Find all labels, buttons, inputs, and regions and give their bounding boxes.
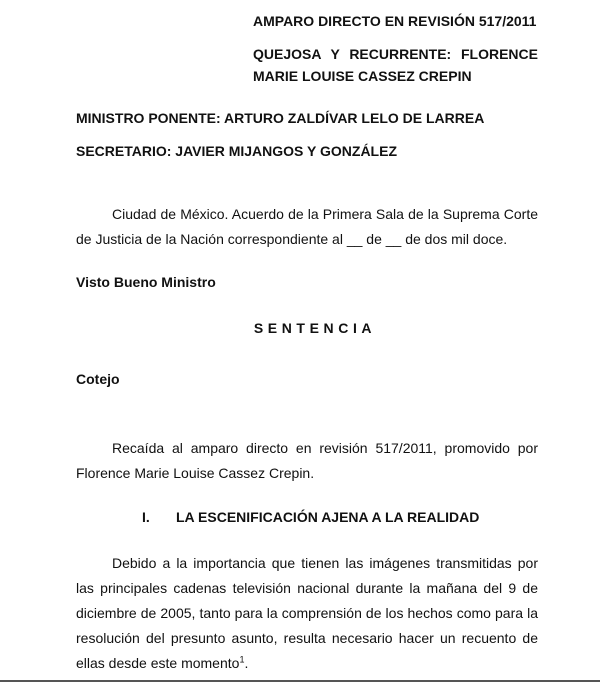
secretario-line: SECRETARIO: JAVIER MIJANGOS Y GONZÁLEZ: [76, 143, 398, 159]
recaida-paragraph-text: Recaída al amparo directo en revisión 517/2011, promovido por Florence Marie Louise Cassez Crepin.: [76, 440, 538, 481]
section-title: LA ESCENIFICACIÓN AJENA A LA REALIDAD: [176, 509, 480, 525]
section-heading: [142, 509, 479, 525]
cotejo-label: Cotejo: [76, 371, 120, 387]
body-paragraph-text: Debido a la importancia que tienen las imágenes transmitidas por las principales cadenas televisión nacional durante la mañana del 9 de diciembre de 2005, tanto para la comprensión de los hechos como para la resolución del presunto asunto, resulta necesario hacer un recuento de ellas desde este momento: [76, 555, 538, 671]
page-bottom-divider: [0, 680, 600, 682]
intro-paragraph-text: Ciudad de México. Acuerdo de la Primera Sala de la Suprema Corte de Justicia de la Nación correspondiente al __ de __ de dos mil doce.: [76, 206, 538, 247]
section-number: I.: [142, 509, 150, 525]
body-paragraph: [76, 551, 538, 676]
ministro-ponente-line: MINISTRO PONENTE: ARTURO ZALDÍVAR LELO DE LARREA: [76, 110, 485, 126]
footnote-reference[interactable]: 1: [239, 654, 245, 665]
intro-paragraph: [76, 202, 538, 252]
quejosa-heading: QUEJOSA Y RECURRENTE: FLORENCE MARIE LOUISE CASSEZ CREPIN: [253, 46, 538, 84]
sentencia-title: SENTENCIA: [253, 320, 377, 336]
case-number-heading: AMPARO DIRECTO EN REVISIÓN 517/2011: [253, 13, 537, 29]
body-paragraph-end: .: [244, 655, 249, 671]
recaida-paragraph: [76, 436, 538, 486]
visto-bueno-label: Visto Bueno Ministro: [76, 274, 216, 290]
